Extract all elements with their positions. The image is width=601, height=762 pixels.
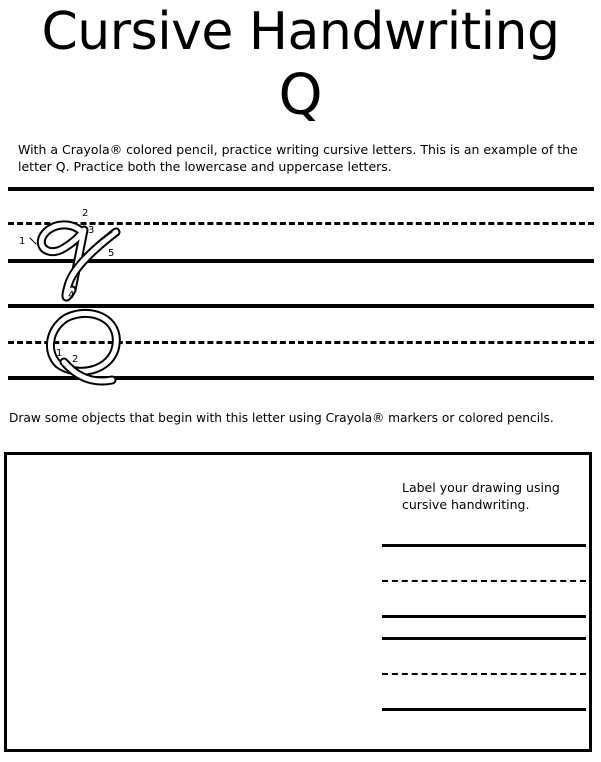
stroke-number: 3 (88, 225, 95, 236)
drawing-instructions: Draw some objects that begin with this letter using Crayola® markers or colored pencils. (9, 411, 554, 425)
featured-letter: Q (278, 63, 323, 128)
label-instructions: Label your drawing using cursive handwriting. (402, 480, 560, 512)
label-line-midline (382, 673, 586, 675)
stroke-number: 4 (68, 290, 75, 301)
practice-instructions: With a Crayola® colored pencil, practice writing cursive letters. This is an example of the letter Q. Practice both the lowercase and uppercase letters. (18, 142, 578, 174)
label-line-baseline (382, 615, 586, 618)
stroke-number: 1 (19, 236, 26, 247)
lowercase-q-example (30, 225, 116, 297)
label-line-top (382, 637, 586, 640)
stroke-number: 2 (82, 208, 89, 219)
stroke-number: 5 (108, 248, 115, 259)
stroke-number: 1 (56, 348, 63, 359)
label-line-midline (382, 580, 586, 582)
label-line-top (382, 544, 586, 547)
stroke-number: 2 (72, 354, 79, 365)
page-title: Cursive Handwriting (41, 2, 560, 62)
label-line-baseline (382, 708, 586, 711)
